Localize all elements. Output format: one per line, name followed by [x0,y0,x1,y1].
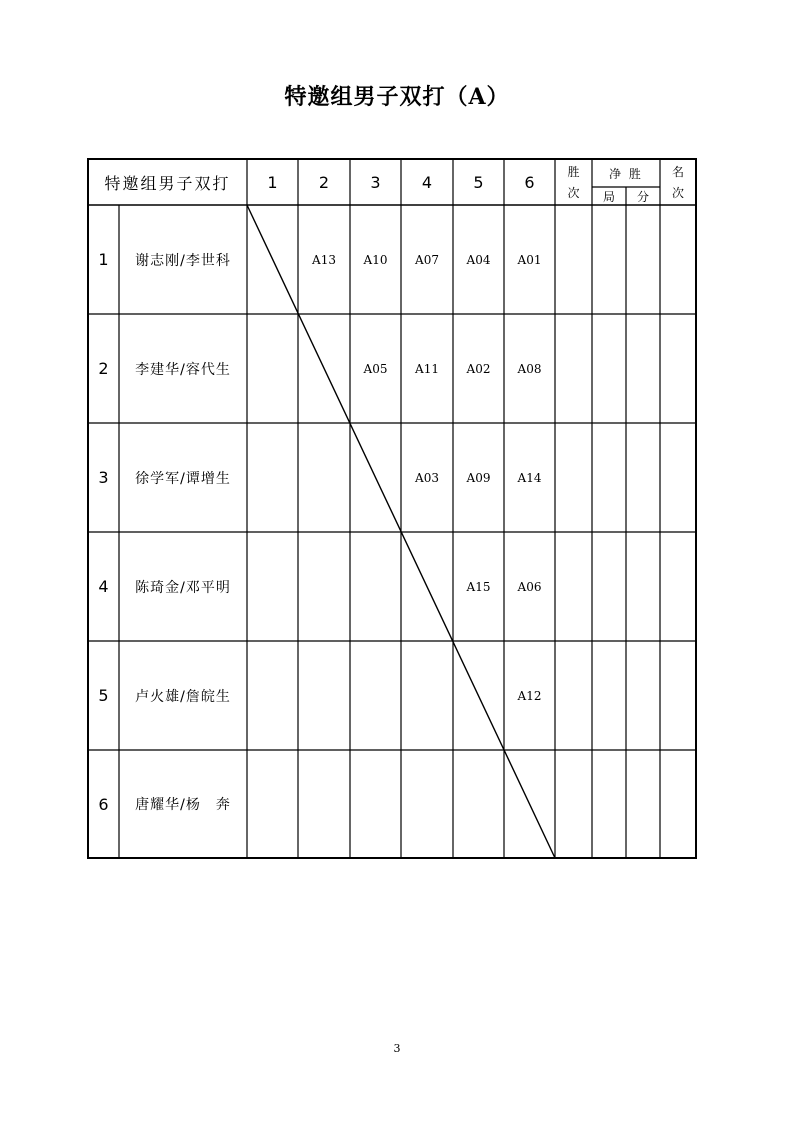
match-code: A02 [466,361,491,376]
match-code: A14 [517,470,542,485]
net-games-header: 局 [602,189,615,204]
col-header-1: 1 [267,172,278,192]
pair-name: 唐耀华/杨 奔 [135,797,231,813]
match-code: A04 [466,252,491,267]
match-code: A11 [415,361,439,376]
wins-header-top: 胜 [567,164,580,179]
row-number: 2 [98,359,109,378]
pair-name: 徐学军/谭增生 [135,470,231,487]
col-header-4: 4 [421,172,433,192]
pair-name: 谢志刚/李世科 [135,252,231,269]
row-number: 3 [98,468,109,487]
match-code: A07 [415,252,439,267]
match-code: A10 [363,252,388,267]
match-code: A06 [517,579,542,594]
row-number: 4 [98,577,109,596]
match-code: A09 [466,470,491,485]
pair-name: 陈琦金/邓平明 [135,579,231,596]
net-points-header: 分 [636,189,649,204]
match-code: A12 [517,688,542,703]
col-header-3: 3 [370,172,381,192]
col-header-6: 6 [524,172,535,192]
pair-name: 卢火雄/詹皖生 [135,688,231,705]
rank-header-top: 名 [671,164,684,179]
rank-header-bottom: 次 [671,185,684,200]
page-number: 3 [393,1042,401,1055]
match-code: A08 [517,361,542,376]
net-wins-header: 净 胜 [609,166,643,181]
match-code: A15 [466,579,491,594]
page-title: 特邀组男子双打（A） [284,84,510,110]
match-code: A03 [415,470,439,485]
wins-header-bottom: 次 [567,185,580,200]
row-number: 1 [98,250,109,269]
row-number: 5 [98,686,109,705]
col-header-5: 5 [473,172,484,192]
match-code: A13 [312,252,336,267]
match-code: A05 [363,361,388,376]
match-code: A01 [517,252,542,267]
pair-name: 李建华/容代生 [135,361,231,378]
table-corner-label: 特邀组男子双打 [104,173,231,193]
row-number: 6 [98,794,109,814]
col-header-2: 2 [318,172,330,192]
